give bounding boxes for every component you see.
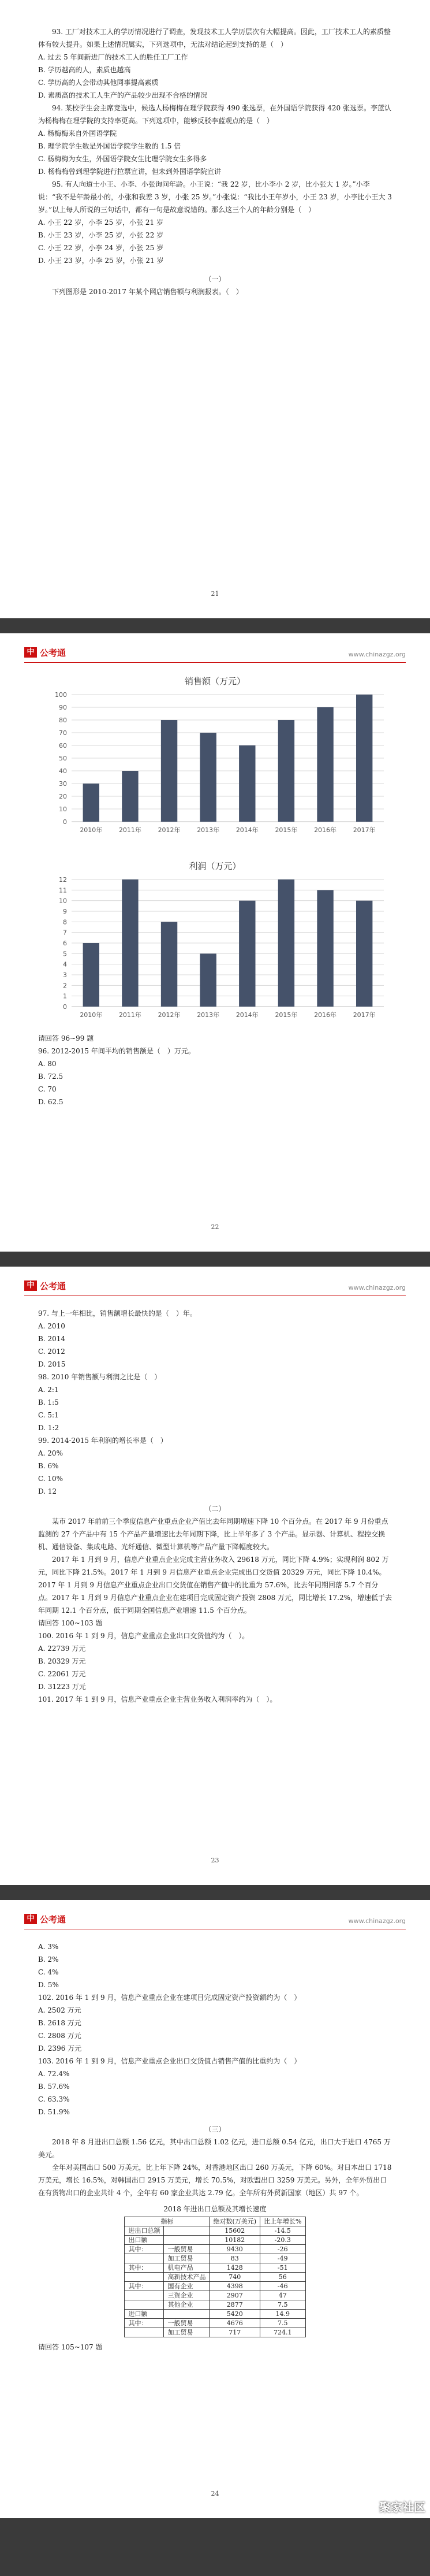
profit-chart-svg (38, 856, 392, 1024)
table-row (125, 2236, 305, 2245)
table-row (125, 2226, 305, 2236)
table-cell: 7.5 (260, 2300, 305, 2310)
table-row (125, 2263, 305, 2273)
table-cell: 10182 (210, 2236, 260, 2245)
page2-text (38, 1032, 392, 1108)
table-cell: -26 (260, 2245, 305, 2254)
page4-text (38, 1940, 392, 2354)
x-tick-label: 2010年 (80, 826, 103, 834)
q97-option-d: D. 2015 (38, 1360, 66, 1368)
q99-option-d: D. 12 (38, 1487, 57, 1495)
q97-option-a: A. 2010 (38, 1322, 65, 1330)
bar (200, 953, 216, 1007)
y-tick-label: 10 (59, 806, 67, 813)
q95-stem: 95. 有人向道士小王、小李、小张询问年龄。小王说：“我 22 岁，比小李小 2 岁，比小张大 1 岁。”小李说：“我不是年龄最小的，小张和我差 3 岁，小张 25 岁。”小张说：“我比小王年岁小，小王 23 岁，小李比小王大 3 岁。”以上每人所说的三句话中，都有一句是故意说错的。那么这三个人的年龄分别是（ ） (38, 180, 392, 214)
table-cell (125, 2254, 164, 2263)
q100-option-d: D. 31223 万元 (38, 1683, 86, 1691)
q94-option-a: A. 杨梅梅来自外国语学院 (38, 129, 117, 138)
q98-option-d: D. 1:2 (38, 1424, 59, 1432)
page-23 (0, 1267, 430, 1885)
q102-option-a: A. 2502 万元 (38, 2006, 81, 2014)
q100-option-b: B. 20329 万元 (38, 1657, 86, 1665)
brand-name: 公考通 (40, 1914, 66, 1925)
table-cell: 9430 (210, 2245, 260, 2254)
q94-option-c: C. 杨梅梅为女生，外国语学院女生比理学院女生多得多 (38, 155, 207, 163)
q97-option-b: B. 2014 (38, 1335, 65, 1343)
table-cell: -46 (260, 2282, 305, 2291)
q99-option-a: A. 20% (38, 1449, 63, 1457)
page-22 (0, 633, 430, 1252)
q95-option-b: B. 小王 23 岁，小李 25 岁，小张 22 岁 (38, 231, 164, 239)
section-heading-3: （三） (204, 2125, 226, 2133)
bar (317, 707, 333, 822)
table-cell: 进出口总额 (125, 2226, 164, 2236)
page-number: 24 (211, 2490, 219, 2497)
table-cell: 进口额 (125, 2310, 164, 2319)
table-cell: 4398 (210, 2282, 260, 2291)
brand-logo-icon: 中 (24, 1914, 37, 1924)
sales-chart (38, 671, 392, 839)
table-cell: 1428 (210, 2263, 260, 2273)
table-header-row (125, 2217, 305, 2226)
x-tick-label: 2017年 (353, 1011, 376, 1019)
q96-option-b: B. 72.5 (38, 1072, 63, 1081)
table-row (125, 2300, 305, 2310)
bar (278, 879, 294, 1007)
table-cell: 717 (210, 2328, 260, 2337)
bar (278, 720, 294, 822)
page-number: 22 (211, 1223, 219, 1231)
q103-option-a: A. 72.4% (38, 2070, 70, 2078)
q103-option-d: D. 51.9% (38, 2108, 70, 2116)
bar (239, 745, 255, 822)
y-tick-label: 2 (63, 982, 67, 990)
table-cell: 724.1 (260, 2328, 305, 2337)
table-row (125, 2273, 305, 2282)
table-cell: -20.3 (260, 2236, 305, 2245)
page-21 (0, 0, 430, 618)
q96-stem: 96. 2012-2015 年间平均的销售额是（ ）万元。 (38, 1047, 195, 1055)
q98-option-a: A. 2:1 (38, 1386, 59, 1394)
watermark: 聚家社区 (379, 2500, 425, 2514)
y-tick-label: 9 (63, 908, 67, 915)
table-cell: 三资企业 (164, 2291, 210, 2300)
table-cell: 加工贸易 (164, 2254, 210, 2263)
bar (239, 901, 255, 1007)
q94-option-b: B. 理学院学生数是外国语学院学生数的 1.5 倍 (38, 142, 181, 150)
profit-chart (38, 856, 392, 1024)
x-tick-label: 2016年 (314, 1011, 337, 1019)
bar (317, 890, 333, 1007)
site-url: www.chinazgz.org (348, 651, 406, 658)
q93-stem: 93. 工厂对技术工人的学历情况进行了调查，发现技术工人学历层次有大幅提高。因此，工厂技术工人的素质整体有较大提升。如果上述情况属实，下列选项中，无法对结论起到支持的是（ ） (38, 28, 391, 49)
section-heading-2: （二） (204, 1505, 226, 1513)
bar (200, 733, 216, 822)
q94-stem: 94. 某校学生会主席竞选中，候选人杨梅梅在理学院获得 490 张选票，在外国语学院获得 420 张选票。李蓝认为杨梅梅在理学院的支持率更高。下列选项中，能够反驳李蓝观点的是（ ） (38, 104, 391, 125)
y-tick-label: 40 (59, 767, 67, 775)
q98-stem: 98. 2010 年销售额与利润之比是（ ） (38, 1373, 162, 1381)
x-tick-label: 2013年 (197, 1011, 220, 1019)
instruction-96-99: 请回答 96~99 题 (38, 1034, 94, 1042)
section-3-para-2: 全年对美国出口 500 万美元，比上年下降 24%，对香港地区出口 260 万美元，下降 60%。对日本出口 1718 万美元，增长 16.5%，对韩国出口 2915 万美元，增长 70.5%，对欧盟出口 3259 万美元。另外，全年外贸出口在有货物出口的企业共计 4 个，全年有 60 家企业共达 2.79 亿。全年所有外贸新国家（地区）共 97 个。 (38, 2163, 392, 2197)
table-row (125, 2254, 305, 2263)
q93-option-d: D. 素质高的技术工人生产的产品较少出现不合格的情况 (38, 91, 207, 99)
table-cell: -51 (260, 2263, 305, 2273)
table-cell: 高新技术产品 (164, 2273, 210, 2282)
table-cell: 其他企业 (164, 2300, 210, 2310)
q102-stem: 102. 2016 年 1 到 9 月，信息产业重点企业在建项目完成固定资产投资额约为（ ） (38, 1994, 301, 2002)
x-tick-label: 2015年 (275, 826, 298, 834)
y-tick-label: 20 (59, 793, 67, 800)
table-cell: 47 (260, 2291, 305, 2300)
q102-option-c: C. 2808 万元 (38, 2032, 81, 2040)
table-header-cell: 比上年增长% (260, 2217, 305, 2226)
table-cell: 其中： (125, 2282, 164, 2291)
trade-table (124, 2217, 305, 2337)
table-row (125, 2319, 305, 2328)
instruction-105-107: 请回答 105~107 题 (38, 2343, 103, 2351)
table-cell (125, 2300, 164, 2310)
y-tick-label: 80 (59, 717, 67, 724)
site-url: www.chinazgz.org (348, 1917, 406, 1925)
table-cell: 14.9 (260, 2310, 305, 2319)
table-cell: 2877 (210, 2300, 260, 2310)
q101-option-c: C. 4% (38, 1968, 59, 1976)
q98-option-b: B. 1:5 (38, 1398, 59, 1406)
x-tick-label: 2013年 (197, 826, 220, 834)
q94-option-d: D. 杨梅梅曾到理学院进行拉票宣讲，但未到外国语学院宣讲 (38, 168, 221, 176)
q101-stem: 101. 2017 年 1 到 9 月，信息产业重点企业主营业务收入利润率约为（ ）。 (38, 1695, 277, 1703)
q101-option-b: B. 2% (38, 1955, 59, 1963)
chart-title: 销售额（万元） (184, 676, 246, 686)
trade-table-block (38, 2203, 392, 2337)
trade-table-caption: 2018 年进出口总额及其增长速度 (163, 2205, 267, 2213)
y-tick-label: 0 (63, 1003, 67, 1011)
bar (83, 943, 99, 1007)
table-cell: 加工贸易 (164, 2328, 210, 2337)
table-cell: 83 (210, 2254, 260, 2263)
table-cell: 7.5 (260, 2319, 305, 2328)
q103-stem: 103. 2016 年 1 到 9 月，信息产业重点企业出口交货值占销售产值的比重约为（ ） (38, 2057, 301, 2065)
table-row (125, 2245, 305, 2254)
x-tick-label: 2014年 (235, 1011, 259, 1019)
bar (356, 901, 372, 1007)
table-cell (164, 2310, 210, 2319)
bar (122, 771, 138, 822)
q99-option-c: C. 10% (38, 1475, 63, 1483)
y-tick-label: 6 (63, 940, 67, 947)
y-tick-label: 90 (59, 704, 67, 711)
bar (83, 784, 99, 822)
q98-option-c: C. 5:1 (38, 1411, 59, 1419)
q99-stem: 99. 2014-2015 年利润的增长率是（ ） (38, 1437, 167, 1445)
section-2-para-2: 2017 年 1 月到 9 月，信息产业重点企业完成主营业务收入 29618 万元，同比下降 4.9%；实现利润 802 万元，同比下降 21.5%。2017 年 1 月到 9 月信息产业重点企业完成出口交货值 20329 万元，同比下降 10.4%。2017 年 1 月到 9 月信息产业重点企业出口交货值在销售产值中的比重为 57.6%，比去年同期回落 5.7 个百分点。2017 年 1 月到 9 月信息产业重点企业在建项目完成固定资产投资 2808 万元，同比增长 17.2%，增速低于去年同期 12.1 个百分点，低于同期全国信息产业增速 11.5 个百分点。 (38, 1556, 392, 1614)
table-cell: 15602 (210, 2226, 260, 2236)
table-cell: 其中： (125, 2263, 164, 2273)
q100-option-c: C. 22061 万元 (38, 1670, 86, 1678)
table-cell: 一般贸易 (164, 2245, 210, 2254)
table-row (125, 2291, 305, 2300)
table-row (125, 2328, 305, 2337)
q96-option-a: A. 80 (38, 1060, 57, 1068)
table-cell: 5420 (210, 2310, 260, 2319)
table-cell (125, 2273, 164, 2282)
page-header (24, 1913, 406, 1929)
table-cell (164, 2226, 210, 2236)
table-cell: 出口额 (125, 2236, 164, 2245)
q96-option-c: C. 70 (38, 1085, 57, 1093)
y-tick-label: 1 (63, 992, 67, 1000)
q103-option-c: C. 63.3% (38, 2095, 70, 2103)
table-cell (164, 2236, 210, 2245)
table-cell: 56 (260, 2273, 305, 2282)
section-1-intro: 下列图形是 2010-2017 年某个网店销售额与利润报表。（ ） (52, 288, 243, 296)
x-tick-label: 2012年 (158, 826, 181, 834)
q100-stem: 100. 2016 年 1 到 9 月，信息产业重点企业出口交货值约为（ ）。 (38, 1632, 249, 1640)
table-cell (125, 2291, 164, 2300)
y-tick-label: 0 (63, 818, 67, 826)
q95-option-d: D. 小王 23 岁，小李 25 岁，小张 21 岁 (38, 257, 164, 265)
table-cell: 2907 (210, 2291, 260, 2300)
page-24 (0, 1900, 430, 2518)
table-header-cell: 绝对数(万美元) (210, 2217, 260, 2226)
q102-option-b: B. 2618 万元 (38, 2019, 81, 2027)
y-tick-label: 70 (59, 729, 67, 737)
table-cell: 其中： (125, 2245, 164, 2254)
brand-name: 公考通 (40, 1281, 66, 1291)
q97-option-c: C. 2012 (38, 1348, 65, 1356)
brand-name: 公考通 (40, 648, 66, 658)
table-header-cell: 指标 (125, 2217, 210, 2226)
q95-option-a: A. 小王 22 岁，小李 25 岁，小张 21 岁 (38, 218, 163, 227)
q95-option-c: C. 小王 22 岁，小李 24 岁，小张 25 岁 (38, 244, 164, 252)
page-header (24, 1279, 406, 1296)
x-tick-label: 2012年 (158, 1011, 181, 1019)
table-cell: -14.5 (260, 2226, 305, 2236)
chart-title: 利润（万元） (189, 861, 241, 871)
table-row (125, 2310, 305, 2319)
y-tick-label: 10 (59, 897, 67, 905)
table-cell: -49 (260, 2254, 305, 2263)
bar (356, 695, 372, 822)
trade-table-body (125, 2226, 305, 2337)
sales-chart-svg (38, 671, 392, 839)
instruction-100-103: 请回答 100~103 题 (38, 1619, 103, 1627)
page-header (24, 646, 406, 663)
table-cell: 一般贸易 (164, 2319, 210, 2328)
bar (161, 720, 177, 822)
q93-option-c: C. 学历高的人会带动其他同事提高素质 (38, 79, 159, 87)
x-tick-label: 2017年 (353, 826, 376, 834)
q101-option-a: A. 3% (38, 1943, 59, 1951)
table-cell (125, 2328, 164, 2337)
y-tick-label: 50 (59, 755, 67, 762)
q97-stem: 97. 与上一年相比，销售额增长最快的是（ ）年。 (38, 1309, 197, 1317)
x-tick-label: 2011年 (118, 1011, 141, 1019)
y-tick-label: 5 (63, 950, 67, 958)
section-3-para-1: 2018 年 8 月进出口总额 1.56 亿元，其中出口总额 1.02 亿元，进口总额 0.54 亿元，出口大于进口 4765 万美元。 (38, 2138, 391, 2159)
q96-option-d: D. 62.5 (38, 1098, 63, 1106)
y-tick-label: 8 (63, 918, 67, 926)
q93-option-b: B. 学历越高的人，素质也越高 (38, 66, 131, 74)
y-tick-label: 30 (59, 780, 67, 788)
q103-option-b: B. 57.6% (38, 2083, 70, 2091)
bar (161, 922, 177, 1007)
q93-option-a: A. 过去 5 年间新进厂的技术工人的胜任工厂工作 (38, 53, 188, 61)
table-cell: 机电产品 (164, 2263, 210, 2273)
site-url: www.chinazgz.org (348, 1284, 406, 1291)
table-cell: 其中： (125, 2319, 164, 2328)
page-number: 21 (211, 590, 219, 597)
y-tick-label: 7 (63, 929, 67, 937)
y-tick-label: 11 (59, 886, 67, 894)
page1-text (38, 25, 392, 298)
y-tick-label: 60 (59, 742, 67, 749)
x-tick-label: 2016年 (314, 826, 337, 834)
table-cell: 国有企业 (164, 2282, 210, 2291)
page3-text (38, 1307, 392, 1706)
brand-logo-icon: 中 (24, 1280, 37, 1291)
q100-option-a: A. 22739 万元 (38, 1645, 86, 1653)
table-row (125, 2282, 305, 2291)
brand-logo-icon: 中 (24, 647, 37, 658)
page-number: 23 (211, 1857, 219, 1864)
table-cell: 740 (210, 2273, 260, 2282)
y-tick-label: 100 (55, 691, 67, 699)
bar (122, 879, 138, 1007)
q99-option-b: B. 6% (38, 1462, 59, 1470)
table-cell: 4676 (210, 2319, 260, 2328)
x-tick-label: 2011年 (118, 826, 141, 834)
y-tick-label: 4 (63, 960, 67, 968)
section-heading-1: （一） (204, 275, 226, 283)
q101-option-d: D. 5% (38, 1981, 59, 1989)
section-2-para-1: 某市 2017 年前前三个季度信息产业重点企业产值比去年同期增速下降 10 个百分点。在 2017 年 9 月份重点监测的 27 个产品中有 15 个产品产量增速比去年同期下降，比上半年多了 3 个产品。显示器、计算机、程控交换机、通信设备、集成电路、光纤通信、微型计算机等产品产量下降幅度较大。 (38, 1517, 388, 1551)
q102-option-d: D. 2396 万元 (38, 2044, 82, 2052)
y-tick-label: 3 (63, 971, 67, 979)
x-tick-label: 2010年 (80, 1011, 103, 1019)
x-tick-label: 2015年 (275, 1011, 298, 1019)
x-tick-label: 2014年 (235, 826, 259, 834)
y-tick-label: 12 (59, 876, 67, 884)
